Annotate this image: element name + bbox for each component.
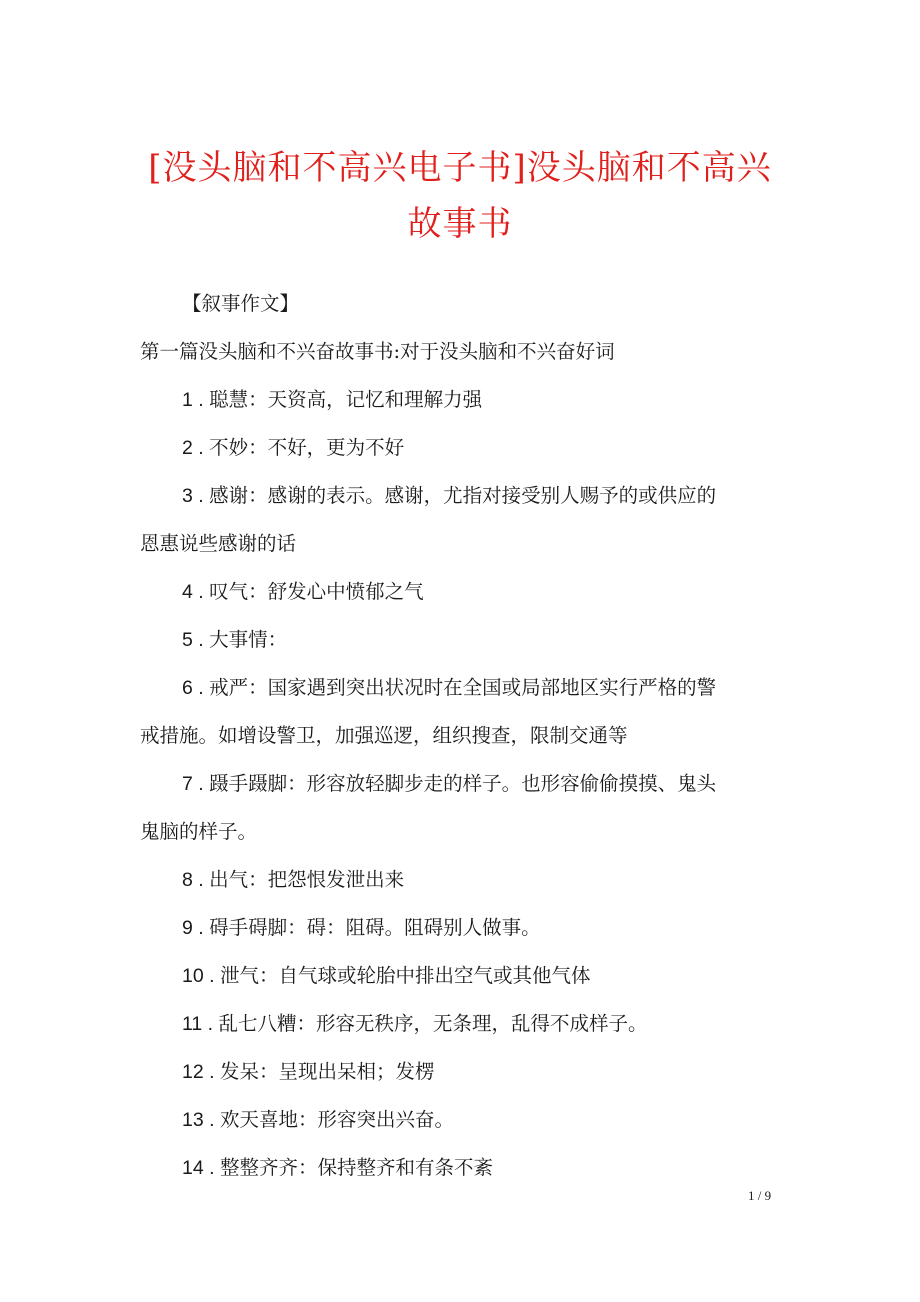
list-item: 2 . 不妙：不好，更为不好 bbox=[182, 436, 405, 459]
item-text: 欢天喜地：形容突出兴奋。 bbox=[219, 1108, 454, 1131]
item-number: 14 bbox=[182, 1157, 204, 1179]
item-number: 5 bbox=[182, 629, 193, 651]
intro-paragraph: 第一篇没头脑和不兴奋故事书:对于没头脑和不兴奋好词 bbox=[140, 340, 615, 363]
item-text: 出气：把怨恨发泄出来 bbox=[209, 868, 405, 891]
item-text: 不妙：不好，更为不好 bbox=[209, 436, 405, 459]
page-number: 1 / 9 bbox=[748, 1188, 772, 1203]
list-item: 14 . 整整齐齐：保持整齐和有条不紊 bbox=[182, 1156, 493, 1179]
list-item: 7 . 蹑手蹑脚：形容放轻脚步走的样子。也形容偷偷摸摸、鬼头 bbox=[182, 772, 717, 795]
item-continuation: 戒措施。如增设警卫，加强巡逻，组织搜查，限制交通等 bbox=[140, 724, 628, 747]
item-number: 10 bbox=[182, 965, 204, 987]
list-item: 4 . 叹气：舒发心中愤郁之气 bbox=[182, 580, 424, 603]
list-item: 9 . 碍手碍脚：碍：阻碍。阻碍别人做事。 bbox=[182, 916, 541, 939]
list-item: 11 . 乱七八糟：形容无秩序，无条理，乱得不成样子。 bbox=[182, 1012, 648, 1035]
document-title-line1: [没头脑和不高兴电子书]没头脑和不高兴 bbox=[148, 148, 772, 188]
item-text: 碍手碍脚：碍：阻碍。阻碍别人做事。 bbox=[209, 916, 541, 939]
item-number: 4 bbox=[182, 581, 193, 603]
item-text: 聪慧：天资高，记忆和理解力强 bbox=[209, 388, 483, 411]
item-text: 戒严：国家遇到突出状况时在全国或局部地区实行严格的警 bbox=[209, 676, 717, 699]
item-number: 11 bbox=[182, 1013, 203, 1035]
item-number: 2 bbox=[182, 437, 193, 459]
list-item: 3 . 感谢：感谢的表示。感谢，尤指对接受别人赐予的或供应的 bbox=[182, 484, 717, 507]
category-label: 【叙事作文】 bbox=[182, 292, 300, 315]
item-text: 叹气：舒发心中愤郁之气 bbox=[209, 580, 424, 603]
item-number: 7 bbox=[182, 773, 193, 795]
item-text: 乱七八糟：形容无秩序，无条理，乱得不成样子。 bbox=[218, 1012, 648, 1035]
item-text: 发呆：呈现出呆相；发楞 bbox=[219, 1060, 435, 1083]
item-text: 整整齐齐：保持整齐和有条不紊 bbox=[219, 1156, 493, 1179]
item-number: 6 bbox=[182, 677, 193, 699]
list-item: 10 . 泄气：自气球或轮胎中排出空气或其他气体 bbox=[182, 964, 591, 987]
item-number: 13 bbox=[182, 1109, 204, 1131]
list-item: 5 . 大事情： bbox=[182, 628, 288, 651]
item-number: 8 bbox=[182, 869, 193, 891]
list-item: 13 . 欢天喜地：形容突出兴奋。 bbox=[182, 1108, 454, 1131]
item-number: 12 bbox=[182, 1061, 204, 1083]
item-text: 感谢：感谢的表示。感谢，尤指对接受别人赐予的或供应的 bbox=[209, 484, 717, 507]
item-text: 大事情： bbox=[209, 628, 288, 651]
item-number: 3 bbox=[182, 485, 193, 507]
item-continuation: 鬼脑的样子。 bbox=[140, 820, 258, 843]
item-text: 泄气：自气球或轮胎中排出空气或其他气体 bbox=[219, 964, 591, 987]
item-continuation: 恩惠说些感谢的话 bbox=[140, 532, 297, 555]
item-number: 1 bbox=[182, 389, 193, 411]
list-item: 8 . 出气：把怨恨发泄出来 bbox=[182, 868, 405, 891]
list-item: 6 . 戒严：国家遇到突出状况时在全国或局部地区实行严格的警 bbox=[182, 676, 717, 699]
list-item: 1 . 聪慧：天资高，记忆和理解力强 bbox=[182, 388, 483, 411]
document-title-line2: 故事书 bbox=[407, 204, 513, 244]
list-item: 12 . 发呆：呈现出呆相；发楞 bbox=[182, 1060, 435, 1083]
item-number: 9 bbox=[182, 917, 193, 939]
item-text: 蹑手蹑脚：形容放轻脚步走的样子。也形容偷偷摸摸、鬼头 bbox=[209, 772, 717, 795]
